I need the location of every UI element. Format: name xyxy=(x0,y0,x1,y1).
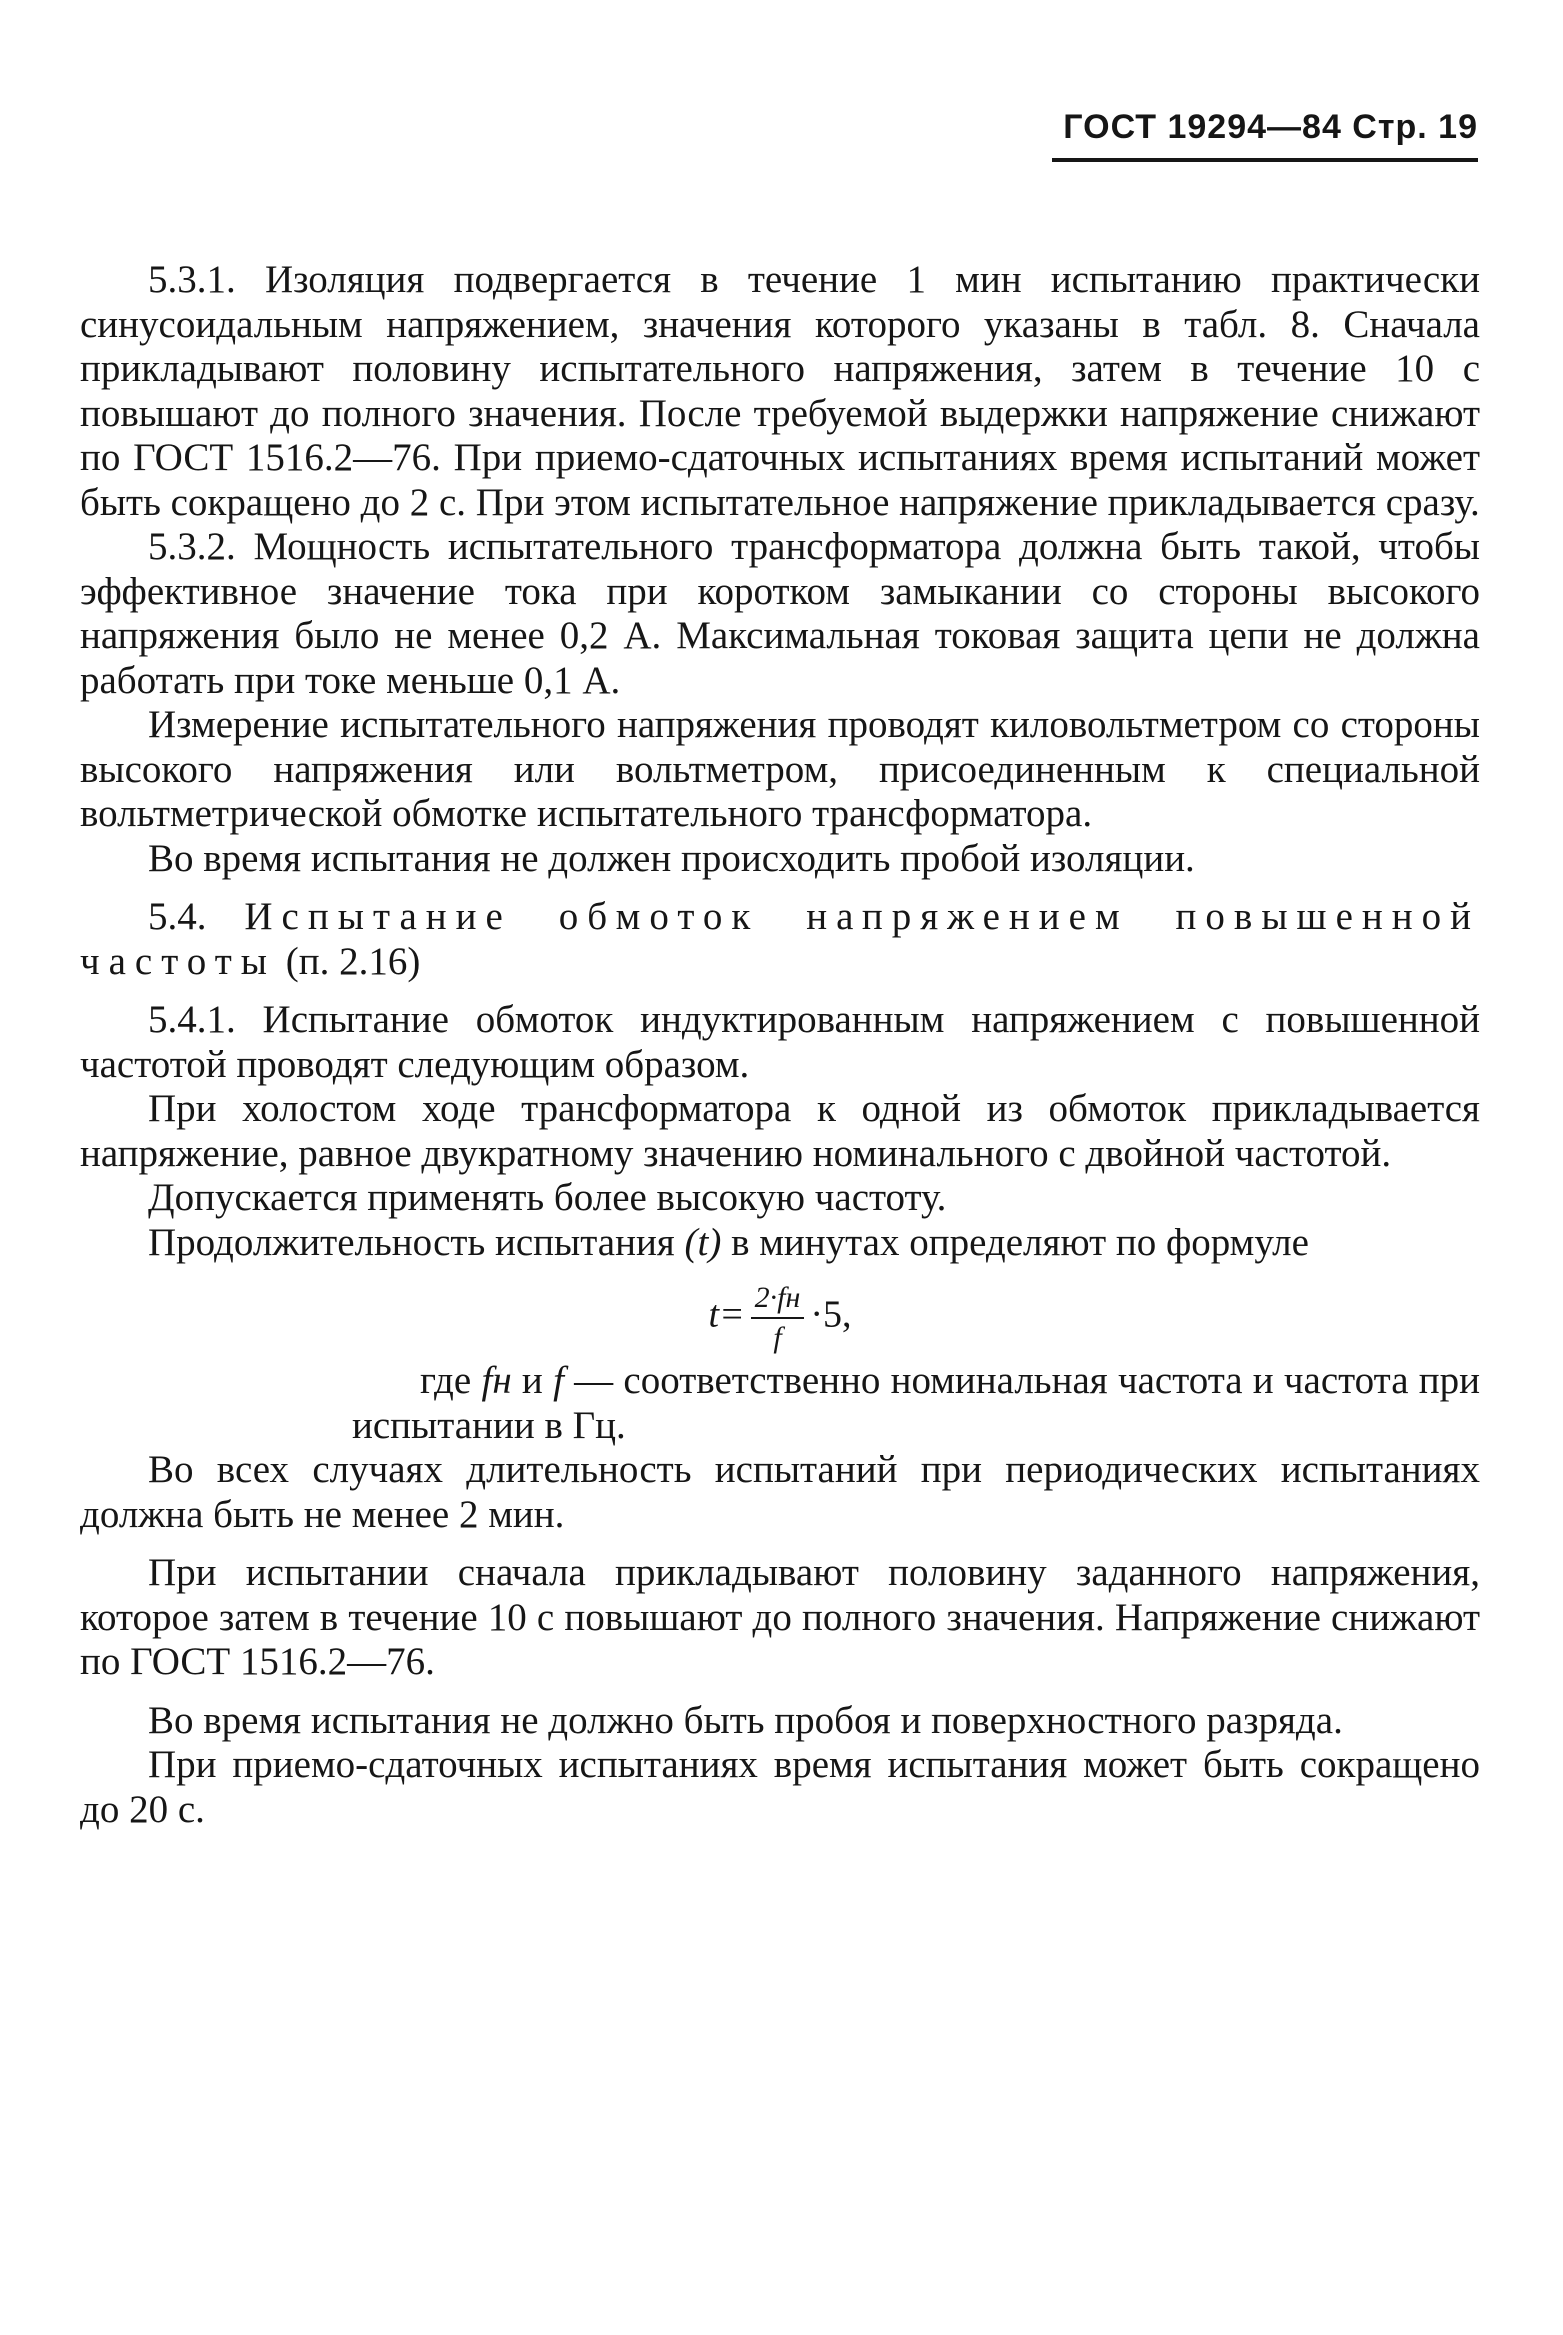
paragraph-5-3-1: 5.3.1. Изоляция подвергается в течение 1 мин испытанию практически синусоидальным напряжением, значения которого указаны в табл. 8. Сначала прикладывают половину испытательного напряжения, затем в течение 10 с повышают до полного значения. После требуемой выдержки напряжение снижают по ГОСТ 1516.2—76. При приемо-сдаточных испытаниях время испытаний может быть сокращено до 2 с. При этом испытательное напряжение прикладывается сразу. xyxy=(80,258,1480,524)
paragraph-no-breakdown: Во время испытания не должен происходить пробой изоляции. xyxy=(148,836,1195,880)
formula-legend xyxy=(80,1359,1480,1448)
section-title: Испытание обмоток напряжением повышенной частоты xyxy=(80,895,1480,983)
legend-f: f xyxy=(553,1359,564,1402)
legend-lead: где xyxy=(420,1359,472,1402)
duration-variable: (t) xyxy=(684,1220,722,1264)
legend-text: — соответственно номинальная частота и частота при испытании в Гц. xyxy=(352,1359,1480,1447)
paragraph-measurement: Измерение испытательного напряжения проводят киловольтметром со стороны высокого напряжения или вольтметром, присоединенным к специальной вольтметрической обмотке испытательного трансформатора. xyxy=(80,703,1480,835)
legend-fn: fн xyxy=(481,1359,512,1402)
duration-text-before: Продолжительность испытания xyxy=(148,1220,675,1264)
section-reference: (п. 2.16) xyxy=(285,939,421,983)
section-number: 5.4. xyxy=(148,895,207,938)
header-rule xyxy=(1052,158,1478,162)
paragraph-half-voltage: При испытании сначала прикладывают половину заданного напряжения, которое затем в течение 10 с повышают до полного значения. Напряжение снижают по ГОСТ 1516.2—76. xyxy=(80,1551,1480,1683)
formula-rhs: ·5, xyxy=(810,1293,852,1336)
paragraph-duration xyxy=(80,1221,1480,1266)
formula-denominator: f xyxy=(773,1321,782,1354)
duration-formula xyxy=(80,1283,1480,1353)
paragraph-5-4-1: 5.4.1. Испытание обмоток индуктированным напряжением с повышенной частотой проводят следующим образом. xyxy=(80,998,1480,1086)
legend-and: и xyxy=(511,1359,554,1402)
paragraph-higher-frequency: Допускается применять более высокую частоту. xyxy=(148,1176,947,1219)
paragraph-periodic: Во всех случаях длительность испытаний при периодических испытаниях должна быть не менее 2 мин. xyxy=(80,1448,1480,1536)
formula-numerator: 2·fн xyxy=(751,1283,805,1319)
formula-fraction xyxy=(751,1283,805,1353)
section-5-4-heading xyxy=(80,895,1480,984)
body-text xyxy=(80,258,1480,1832)
paragraph-5-3-2: 5.3.2. Мощность испытательного трансформатора должна быть такой, чтобы эффективное значение тока при коротком замыкании со стороны высокого напряжения было не менее 0,2 А. Максимальная токовая защита цепи не должна работать при токе меньше 0,1 А. xyxy=(80,525,1480,702)
paragraph-idle: При холостом ходе трансформатора к одной из обмоток прикладывается напряжение, равное двукратному значению номинального с двойной частотой. xyxy=(80,1087,1480,1175)
paragraph-acceptance: При приемо-сдаточных испытаниях время испытания может быть сокращено до 20 с. xyxy=(80,1743,1480,1831)
duration-text-after: в минутах определяют по формуле xyxy=(731,1220,1309,1264)
formula-lhs: t= xyxy=(708,1293,745,1336)
paragraph-no-breakdown-2: Во время испытания не должно быть пробоя и поверхностного разряда. xyxy=(148,1698,1343,1742)
page-header: ГОСТ 19294—84 Стр. 19 xyxy=(1063,108,1478,146)
